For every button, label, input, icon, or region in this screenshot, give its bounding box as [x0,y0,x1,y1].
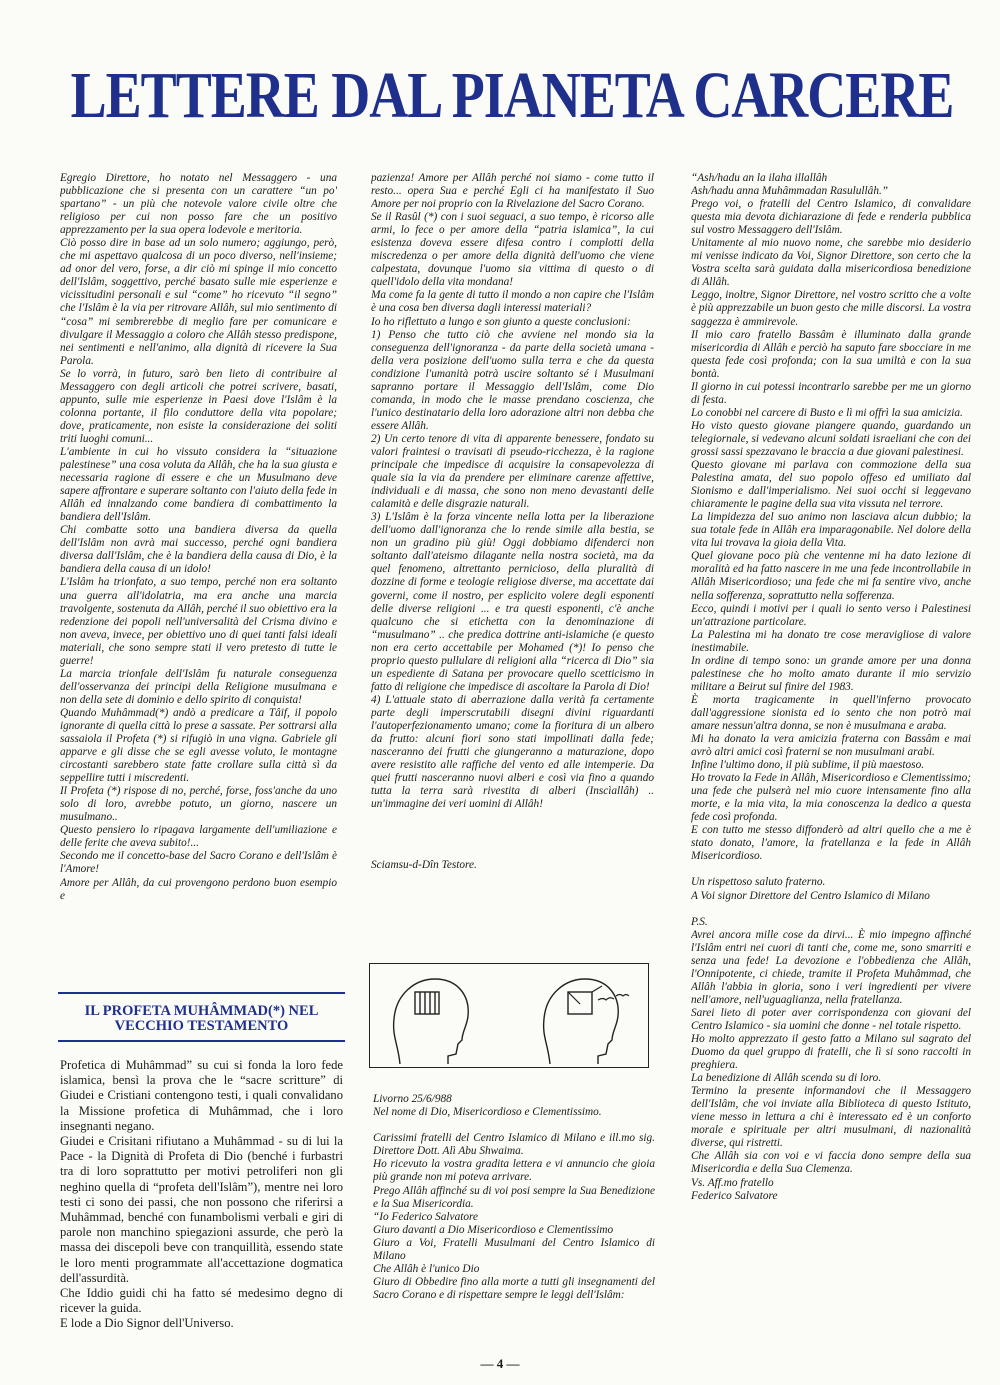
paragraph: Il giorno in cui potessi incontrarlo sarebbe per me un giorno di festa. [691,380,971,406]
paragraph: Prego Allâh affinché su di voi posi sempre la Sua Benedizione e la Sua Misericordia. [373,1184,655,1210]
paragraph: “Io Federico Salvatore [373,1210,478,1223]
paragraph: Giuro davanti a Dio Misericordioso e Clementissimo [373,1223,614,1236]
paragraph: Ma come fa la gente di tutto il mondo a non capire che l'Islâm è una cosa ben diversa dagli interessi materiali? [371,289,654,315]
paragraph: Amore per Allâh, da cui provengono perdono buon esempio e [60,876,337,902]
article-heading-line-1: IL PROFETA MUHÂMMAD(*) NEL [84,1003,319,1019]
paragraph: Federico Salvatore [691,1189,778,1202]
paragraph: Che Allâh sia con voi e vi faccia dono sempre della sua Misericordia e della Sua Clemenza. [691,1150,971,1176]
paragraph: “Ash/hadu an la ilaha illallâh [691,172,828,184]
paragraph: Unitamente al mio nuovo nome, che sarebbe mio desiderio mi venisse indicato da Voi, Signor Direttore, son certo che la Vostra scelta sarà guidata dalla misericordiosa benedizione di Allâh. [691,237,971,289]
paragraph: Questo pensiero lo ripagava largamente dell'umiliazione e delle ferite che aveva subito!... [60,824,337,850]
paragraph: Ecco, quindi i motivi per i quali io sento verso i Palestinesi un'attrazione particolare. [691,602,971,628]
letter1-column-1 [60,172,337,972]
paragraph: Il mio caro fratello Bassâm è illuminato dalla grande misericordia di Allâh e perciò ha saputo fare sbocciare in me questa fede così profonda; con la sua umiltà e con la sua bontà. [691,328,971,380]
paragraph: Lo conobbi nel carcere di Busto e lì mi offrì la sua amicizia. [691,406,963,419]
letter2-column-3 [691,172,971,1332]
paragraph: Termino la presente informandovi che il Messaggero dell'Islâm, che voi inviate alla Biblioteca di questo Istituto, viene messo in lettura a chi è interessato ed è un conforto morale e spirituale per altri musulmani, di nazionalità diverse, qui ristretti. [691,1085,971,1150]
letter2-intro [373,1093,655,1323]
paragraph: Un rispettoso saluto fraterno. [691,876,826,889]
paragraph: Che Iddio guidi chi ha fatto sé medesimo degno di ricever la guida. [60,1286,343,1316]
prison-illustration [369,963,649,1068]
article-heading-box [58,992,345,1042]
paragraph: Leggo, inoltre, Signor Direttore, nel vostro scritto che a volte è più apprezzabile un buon gesto che mille discorsi. La vostra saggezza è ammirevole. [691,289,971,328]
paragraph: P.S. [691,915,708,928]
paragraph: A Voi signor Direttore del Centro Islamico di Milano [691,889,930,902]
paragraph: Ho molto apprezzato il gesto fatto a Milano sul sagrato del Duomo da quel gruppo di fratelli, che lì si sono raccolti in preghiera. [691,1033,971,1072]
paragraph: Profetica di Muhâmmad” su cui si fonda la loro fede islamica, bensì la prova che le “sacre scritture” di Giudei e Cristiani contengono testi, i quali convalidano la Missione profetica di Muhâmmad, che i loro insegnanti negano. [60,1058,343,1133]
paragraph: Vs. Aff.mo fratello [691,1176,774,1189]
paragraph: Ash/hadu anna Muhâmmadan Rasulullâh.” [691,185,889,198]
paragraph: Infine l'ultimo dono, il più sublime, il più maestoso. [691,759,925,772]
paragraph: Ho trovato la Fede in Allâh, Misericordioso e Clementissimo; una fede che pulserà nel mio cuore intensamente fino alla morte, e la mia vita, la mia conoscenza la dedico a questa fede così profonda. [691,772,971,824]
paragraph: Secondo me il concetto-base del Sacro Corano e dell'Islâm è l'Amore! [60,850,337,876]
paragraph: Egregio Direttore, ho notato nel Messaggero - una pubblicazione che si presenta con un carattere “un po' spartano” - un più che notevole valore civile oltre che religioso per cui non posso fare che un positivo apprezzamento per la sua opera lodevole e meritoria. [60,172,337,237]
paragraph: Questo giovane mi parlava con commozione della sua Palestina amata, del suo popolo offeso ed umiliato dal Sionismo e dall'imperialismo. Nei suoi occhi si leggevano chiaramente le pagine della sua vita vissuta nel terrore. [691,459,971,511]
paragraph: La Palestina mi ha donato tre cose meravigliose di valore inestimabile. [691,628,971,654]
paragraph: La marcia trionfale dell'Islâm fu naturale conseguenza dell'osservanza dei principi della Religione musulmana e non della sete di dominio e dello spirito di conquista! [60,667,337,706]
paragraph: La limpidezza del suo animo non lasciava alcun dubbio; la sua totale fede in Allâh era imparagonabile. Nel dolore della vita lui trovava la gioia della Vita. [691,511,971,550]
paragraph: Sarei lieto di poter aver corrispondenza con giovani del Centro Islamico - sia uomini che donne - nel totale rispetto. [691,1006,971,1032]
paragraph: Se il Rasûl (*) con i suoi seguaci, a suo tempo, è ricorso alle armi, lo fece o per amore della “patria islamica”, la cui esistenza doveva essere difesa contro i complotti della miscredenza o per amore della dignità dell'uomo che viene calpestata, dovunque l'uomo sia vittima di questo o di quell'idolo della vita mondana! [371,211,654,289]
paragraph: E con tutto me stesso diffonderò ad altri quello che a me è stato donato, l'amore, la fratellanza e la fede in Allâh Misericordioso. [691,824,971,863]
paragraph: Ho ricevuto la vostra gradita lettera e vi annuncio che gioia più grande non mi poteva arrivare. [373,1158,655,1184]
paragraph: 1) Penso che tutto ciò che avviene nel mondo sia la conseguenza dell'ignoranza - da parte della società umana - della vera posizione dell'uomo sulla terra e che da questa condizione l'umanità potrà uscire soltanto sé i Musulmani sapranno portare il Messaggio dell'Islâm, come Dio comanda, in modo che le masse prendano coscienza, che l'unico destinatario della loro adorazione altri non debba che essere Allâh. [371,328,654,432]
page-number: — 4 — [480,1356,520,1371]
paragraph: Giuro a Voi, Fratelli Musulmani del Centro Islamico di Milano [373,1236,655,1263]
paragraph: Ciò posso dire in base ad un solo numero; aggiungo, però, che mi aspettavo qualcosa di un poco diverso, nell'insieme; ad onor del vero, forse, a dir ciò mi spinge il mio concetto dell'Islâm, soggettivo, perché basato sulle mie esperienze e vicissitudini personali e sul “come” ho ricevuto “il segno” che l'Islâm è la via per ritrovare Allâh, sul mio sentimento di “cosa” mi sembrerebbe di meglio fare per comunicare e divulgare il Messaggio a coloro che Allâh stesso predispone, nei sentimenti e nell'animo, alla dignità di ricevere la Sua Parola. [60,237,337,367]
paragraph: Giuro di Obbedire fino alla morte a tutti gli insegnamenti del Sacro Corano e di rispettare sempre le leggi dell'Islâm: [373,1276,655,1302]
paragraph: 3) L'Islâm è la forza vincente nella lotta per la liberazione dell'uomo dall'ignoranza che lo rende simile alla bestia, se non un gradino più giù! Oggi dobbiamo difenderci non soltanto dall'ateismo dilagante nella nostra società, ma da quel fenomeno, altrettanto pernicioso, della pluralità di dozzine di forme e teologie religiose diverse, ma accettate dai governi, come il nostro, per esplicito volere degli esponenti delle diverse religioni ... e tra questi esponenti, c'è anche qualcuno che si etichetta con la denominazione di “musulmano” .. che predica dottrine anti-islamiche (e questo non era certo accettabile per Mohamed (*)! Io penso che proprio questo pullulare di religioni alla “ricerca di Dio” sia un espediente di Satana per provocare quello scetticismo in fatto di religione che impedisce di ascoltare la Parola di Dio! [371,511,654,693]
paragraph-gap [691,863,971,876]
paragraph: Livorno 25/6/988 [373,1093,452,1105]
paragraph: È morta tragicamente in quell'inferno provocato dall'aggressione sionista ed io sento che non potrò mai amare nessun'altra donna, se non è musulmana e araba. [691,693,971,732]
paragraph: La benedizione di Allâh scenda su di loro. [691,1072,882,1085]
paragraph: Carissimi fratelli del Centro Islamico di Milano e ill.mo sig. Direttore Dott. Alì Abu Shwaima. [373,1132,655,1158]
paragraph-gap [691,903,971,916]
paragraph: Nel nome di Dio, Misericordioso e Clementissimo. [373,1106,602,1119]
paragraph: Che Allâh è l'unico Dio [373,1263,480,1276]
paragraph: Io ho riflettuto a lungo e son giunto a queste conclusioni: [371,315,631,328]
paragraph: L'ambiente in cui ho vissuto considera la “situazione palestinese” una cosa voluta da Allâh, che ha la sua giusta e necessaria ragione di essere e che un Musulmano deve sapere affrontare e superare soltanto con l'aiuto della fede in Allâh ed innalzando come bandiera di combattimento la bandiera dell'Islâm. [60,445,337,524]
paragraph: In ordine di tempo sono: un grande amore per una donna palestinese che ho molto amato durante il mio servizio militare a Beirut sul finire del 1983. [691,654,971,693]
paragraph: Giudei e Crisitani rifiutano a Muhâmmad - su di lui la Pace - la Dignità di Profeta di Dio (benché i furbastri tra di loro soprattutto per motivi petroliferi non gli neghino quella di “profeta dell'Islâm”), mentre nei loro testi ci sono dei passi, che non possono che riferirsi a Muhâmmad, benché con funambolismi verbali e giri di parole non manchino spiegazioni assurde, che però la massa dei discepoli beve con tranquillità, essendo state le loro menti programmate all'accettazione dogmatica dell'assurdità. [60,1134,343,1285]
paragraph: Avrei ancora mille cose da dirvi... È mio impegno affinché l'Islâm entri nei cuori di tanti che, come me, sono smarriti e senza una fede! La devozione e l'obbedienza che Allâh, l'Onnipotente, ci chiede, tramite il Profeta Muhâmmad, che Allâh l'abbia in gloria, sono i veri ingredienti per vivere nell'amore, nell'uguaglianza, nella fratellanza. [691,928,971,1006]
article-body [60,1058,343,1338]
paragraph: Chi combatte sotto una bandiera diversa da quella dell'Islâm non avrà mai successo, perché ogni bandiera diversa dall'Islâm, che è la bandiera della causa di Dio, è la bandiera della causa di un idolo! [60,524,337,576]
paragraph: Quando Muhâmmad(*) andò a predicare a Tâif, il popolo ignorante di quella città lo prese a sassate. Per sottrarsi alla sassaiola il Profeta (*) si rifugiò in una vigna. Gabriele gli apparve e gli disse che se egli avesse voluto, le montagne circostanti sarebbero state fatte crollare sulla città sì da seppellire tutti i miscredenti. [60,706,337,785]
paragraph: 4) L'attuale stato di aberrazione dalla verità fa certamente parte degli imperscrutabili disegni divini riguardanti l'autoperfezionamento umano; come la fioritura di un albero da frutto: alcuni fiori sono stati impollinati dalla fede; nasceranno dei frutti che giungeranno a maturazione, dopo avere resistito alle raffiche del vento ed alle intemperie. Da quei frutti nasceranno nuovi alberi e così via fino a quando tutta la terra sarà rivestita di alberi (Inscìallâh) .. un'immagine dei veri uomini di Allâh! [371,693,654,811]
paragraph: pazienza! Amore per Allâh perché noi siamo - come tutto il resto... opera Sua e perché Egli ci ha manifestato il Suo Amore per noi proprio con la Rivelazione del Sacro Corano. [371,172,654,211]
page-title: LETTERE DAL PIANETA CARCERE [70,58,954,132]
paragraph: L'Islâm ha trionfato, a suo tempo, perché non era soltanto una guerra all'idolatria, ma era anche una marcia travolgente, sostenuta da Allâh, perché il suo obiettivo era la redenzione dei popoli nell'universalità del Crisma divino e non aveva, invece, per obiettivo uno di quei tanti falsi ideali materiali, che sono sempre stati il vero pretesto di tutte le guerre! [60,576,337,667]
letter1-column-2 [371,172,654,932]
paragraph: Il Profeta (*) rispose di no, perché, forse, foss'anche da uno solo di loro, avrebbe potuto, un giorno, nascere un musulmano.. [60,785,337,824]
paragraph: Quel giovane poco più che ventenne mi ha dato lezione di moralità ed ha fatto nascere in me una fede incontrollabile in Allâh Misericordioso; una fede che mi fa sentire vivo, anche nella sofferenza, soprattutto nella sofferenza. [691,550,971,602]
paragraph: Prego voi, o fratelli del Centro Islamico, di convalidare questa mia devota dichiarazione di fede e renderla pubblica sul vostro Messaggero dell'Islâm. [691,198,971,237]
paragraph: 2) Un certo tenore di vita di apparente benessere, fondato su valori fraintesi o travisati di pseudo-ricchezza, è la ragione principale che impedisce di acquisire la consapevolezza di quale sia la via da prendere per eliminare carenze affettive, individuali e di massa, che sono non meno devastanti delle calamità e delle disgrazie naturali. [371,432,654,511]
paragraph: E lode a Dio Signor dell'Universo. [60,1316,234,1331]
article-heading-line-2: VECCHIO TESTAMENTO [114,1018,289,1034]
signature: Sciamsu-d-Dîn Testore. [371,859,477,872]
paragraph: Ho visto questo giovane piangere quando, guardando un telegiornale, si vedevano alcuni soldati israeliani che con dei grossi sassi spezzavano le braccia a due giovani palestinesi. [691,419,971,458]
paragraph: Se lo vorrà, in futuro, sarò ben lieto di contribuire al Messaggero con degli articoli che potrei scrivere, basati, appunto, sulle mie esperienze in Paesi dove l'Islâm è la colonna portante, il filo conduttore della vita popolare; dove, praticamente, non esiste la considerazione dei soliti triti luoghi comuni... [60,367,337,445]
paragraph: Mi ha donato la vera amicizia fraterna con Bassâm e mai avrò altri amici così fraterni se non musulmani arabi. [691,733,971,759]
